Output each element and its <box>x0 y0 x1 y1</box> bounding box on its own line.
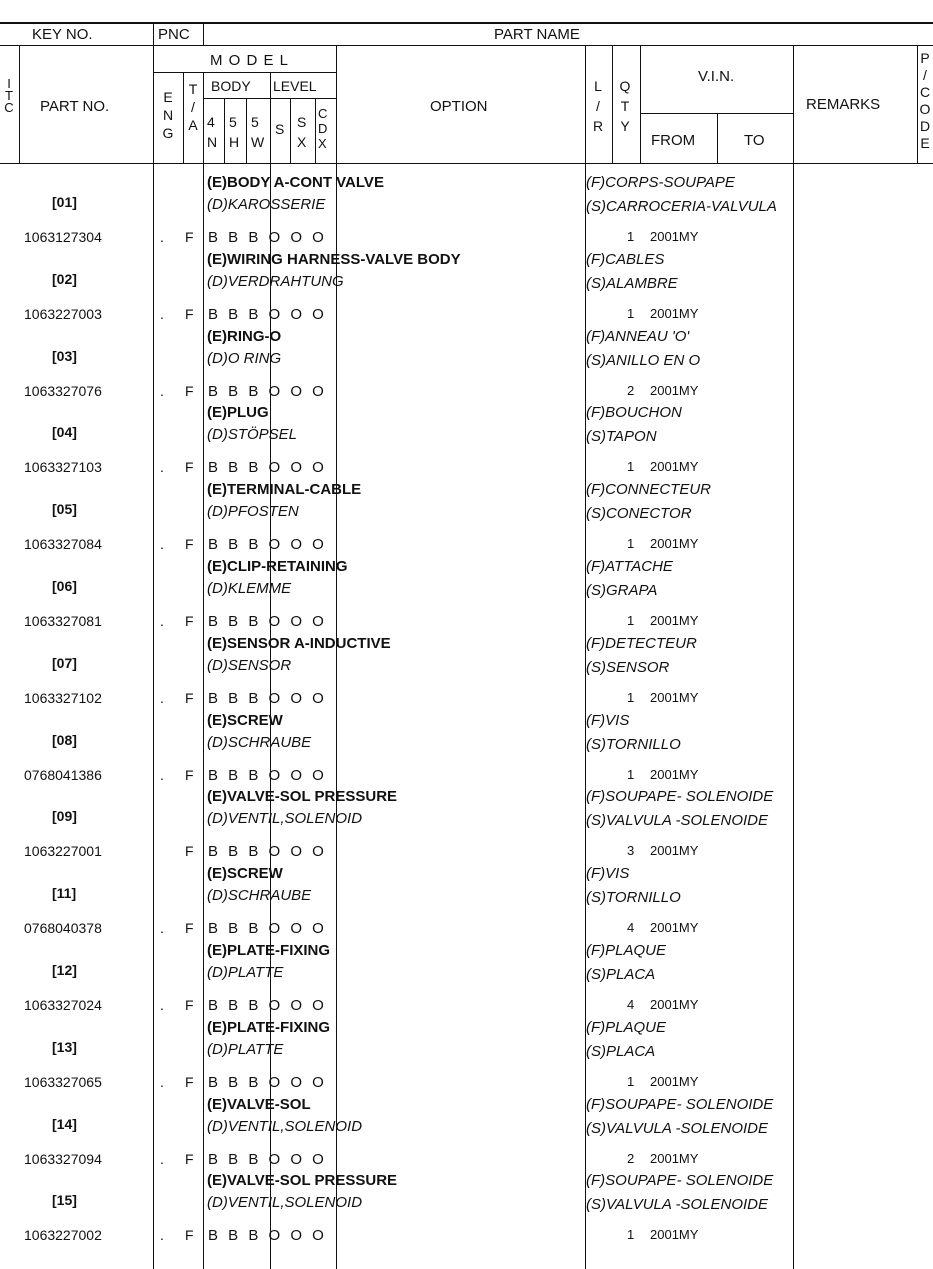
key-number: [14] <box>52 1115 77 1132</box>
part-number: 1063327102 <box>24 689 102 706</box>
body-5w: 5 W <box>251 114 265 150</box>
level-header: LEVEL <box>273 78 317 94</box>
model-codes: B B B O O O <box>208 305 327 323</box>
key-number: [12] <box>52 962 77 978</box>
body-5h: 5 H <box>229 114 240 150</box>
quantity: 3 <box>627 843 635 859</box>
row-dot: . <box>160 1227 164 1244</box>
part-name-german: (D)STÖPSEL <box>207 426 298 444</box>
part-name-english: (E)WIRING HARNESS-VALVE BODY <box>207 250 461 268</box>
part-name-spanish: (S)CONECTOR <box>586 505 692 523</box>
part-name-french: (F)CABLES <box>586 250 665 268</box>
ta-code: F <box>185 997 194 1013</box>
quantity: 1 <box>627 1227 635 1243</box>
key-number: [07] <box>52 654 77 671</box>
part-name-spanish: (S)VALVULA -SOLENOIDE <box>586 1196 769 1214</box>
model-codes: B B B O O O <box>208 459 327 477</box>
vin-from: 2001MY <box>650 459 699 475</box>
ta-code: F <box>185 536 194 553</box>
qty-header: Q T Y <box>619 78 631 134</box>
part-name-french: (F)PLAQUE <box>586 942 667 959</box>
key-number: [04] <box>52 424 77 441</box>
vin-from: 2001MY <box>650 536 699 552</box>
part-name-english: (E)SCREW <box>207 865 283 883</box>
model-codes: B B B O O O <box>208 766 327 784</box>
row-dot: . <box>160 1073 164 1090</box>
part-name-french: (F)ANNEAU 'O' <box>586 327 690 345</box>
eng-header: E N G <box>162 89 174 141</box>
key-number: [06] <box>52 578 77 594</box>
row-dot: . <box>160 997 164 1013</box>
model-codes: B B B O O O <box>208 1227 327 1245</box>
part-number: 1063327024 <box>24 997 102 1013</box>
ta-code: F <box>185 382 194 399</box>
vin-from: 2001MY <box>650 1227 699 1243</box>
part-name-english: (E)BODY A-CONT VALVE <box>207 174 384 191</box>
part-name-english: (E)CLIP-RETAINING <box>207 558 348 575</box>
part-number: 1063327084 <box>24 536 102 553</box>
ta-code: F <box>185 459 194 476</box>
model-codes: B B B O O O <box>208 1073 327 1091</box>
ta-code: F <box>185 1073 194 1090</box>
part-number: 1063327103 <box>24 459 102 476</box>
part-name-french: (F)DETECTEUR <box>586 634 697 652</box>
quantity: 1 <box>627 229 635 244</box>
part-name-german: (D)PLATTE <box>207 1040 284 1058</box>
part-number: 1063327076 <box>24 382 102 399</box>
part-number: 1063327094 <box>24 1150 102 1167</box>
quantity: 1 <box>627 1073 635 1089</box>
level-s: S <box>275 121 285 137</box>
quantity: 1 <box>627 689 635 705</box>
vin-to-header: TO <box>744 132 765 149</box>
part-no-header: PART NO. <box>40 98 110 115</box>
quantity: 1 <box>627 613 635 628</box>
part-name-english: (E)SCREW <box>207 711 283 729</box>
vin-from: 2001MY <box>650 613 699 628</box>
key-number: [03] <box>52 347 77 364</box>
vin-from-header: FROM <box>651 132 696 149</box>
key-no-header: KEY NO. <box>32 26 93 43</box>
row-dot: . <box>160 1150 164 1167</box>
model-codes: B B B O O O <box>208 382 327 400</box>
vin-from: 2001MY <box>650 305 699 321</box>
part-name-spanish: (S)SENSOR <box>586 658 670 676</box>
model-codes: B B B O O O <box>208 1150 327 1168</box>
part-number: 1063227001 <box>24 843 102 860</box>
part-name-spanish: (S)TAPON <box>586 428 657 446</box>
part-name-french: (F)PLAQUE <box>586 1018 667 1036</box>
part-name-header: PART NAME <box>494 26 580 43</box>
model-codes: B B B O O O <box>208 229 327 246</box>
key-number: [05] <box>52 501 77 518</box>
part-name-english: (E)TERMINAL-CABLE <box>207 481 362 499</box>
part-name-spanish: (S)PLACA <box>586 1042 656 1060</box>
pnc-header: PNC <box>158 26 190 43</box>
part-name-english: (E)RING-O <box>207 327 282 345</box>
row-dot: . <box>160 536 164 553</box>
part-number: 0768041386 <box>24 766 102 783</box>
part-name-german: (D)KLEMME <box>207 580 292 597</box>
part-number: 1063227002 <box>24 1227 102 1244</box>
vin-header: V.I.N. <box>698 68 735 85</box>
part-name-english: (E)VALVE-SOL <box>207 1095 311 1113</box>
row-dot: . <box>160 382 164 399</box>
vin-from: 2001MY <box>650 382 699 398</box>
part-name-english: (E)VALVE-SOL PRESSURE <box>207 788 398 806</box>
vin-from: 2001MY <box>650 843 699 859</box>
part-name-french: (F)CORPS-SOUPAPE <box>586 174 735 191</box>
part-name-french: (F)VIS <box>586 865 630 883</box>
part-name-german: (D)PFOSTEN <box>207 503 299 521</box>
row-dot: . <box>160 459 164 476</box>
model-header: M O D E L <box>210 52 290 69</box>
part-name-german: (D)SCHRAUBE <box>207 733 312 751</box>
part-name-spanish: (S)PLACA <box>586 966 656 983</box>
pcode-header: P / C O D E <box>919 50 931 151</box>
part-name-english: (E)VALVE-SOL PRESSURE <box>207 1172 398 1190</box>
part-number: 1063227003 <box>24 305 102 322</box>
quantity: 1 <box>627 536 635 552</box>
part-name-german: (D)SENSOR <box>207 656 292 674</box>
model-codes: B B B O O O <box>208 920 327 938</box>
part-name-spanish: (S)GRAPA <box>586 582 658 599</box>
ta-code: F <box>185 689 194 706</box>
part-name-french: (F)CONNECTEUR <box>586 481 711 499</box>
part-name-english: (E)PLATE-FIXING <box>207 1018 331 1036</box>
ta-code: F <box>185 229 194 245</box>
row-dot: . <box>160 613 164 629</box>
model-codes: B B B O O O <box>208 689 327 707</box>
part-name-german: (D)SCHRAUBE <box>207 887 312 905</box>
part-name-spanish: (S)ALAMBRE <box>586 274 678 292</box>
part-name-french: (F)SOUPAPE- SOLENOIDE <box>586 788 774 806</box>
vin-from: 2001MY <box>650 229 699 244</box>
key-number: [15] <box>52 1192 77 1209</box>
part-name-german: (D)VERDRAHTUNG <box>207 272 344 290</box>
part-name-spanish: (S)VALVULA -SOLENOIDE <box>586 1119 769 1137</box>
ta-code: F <box>185 305 194 322</box>
part-number: 1063327065 <box>24 1073 102 1090</box>
itc-header: I T C <box>4 76 14 115</box>
key-number: [01] <box>52 194 77 210</box>
ta-code: F <box>185 1150 194 1167</box>
part-name-french: (F)BOUCHON <box>586 404 682 422</box>
row-dot: . <box>160 229 164 245</box>
part-name-spanish: (S)TORNILLO <box>586 889 681 907</box>
model-codes: B B B O O O <box>208 843 327 861</box>
part-name-french: (F)SOUPAPE- SOLENOIDE <box>586 1095 774 1113</box>
key-number: [02] <box>52 270 77 287</box>
part-name-german: (D)O RING <box>207 349 282 367</box>
ta-code: F <box>185 843 194 860</box>
part-name-spanish: (S)ANILLO EN O <box>586 351 701 369</box>
part-name-german: (D)VENTIL,SOLENOID <box>207 1117 363 1135</box>
model-codes: B B B O O O <box>208 997 327 1014</box>
row-dot: . <box>160 689 164 706</box>
model-codes: B B B O O O <box>208 536 327 554</box>
part-name-german: (D)VENTIL,SOLENOID <box>207 810 363 828</box>
vin-from: 2001MY <box>650 1150 699 1166</box>
key-number: [08] <box>52 731 77 748</box>
ta-code: F <box>185 1227 194 1244</box>
quantity: 1 <box>627 305 635 321</box>
vin-from: 2001MY <box>650 766 699 782</box>
part-name-english: (E)PLATE-FIXING <box>207 942 331 959</box>
lr-header: L / R <box>592 78 604 134</box>
ta-code: F <box>185 920 194 937</box>
part-name-english: (E)SENSOR A-INDUCTIVE <box>207 634 391 652</box>
part-name-french: (F)SOUPAPE- SOLENOIDE <box>586 1172 774 1190</box>
quantity: 1 <box>627 459 635 475</box>
level-sx: S X <box>297 114 307 150</box>
part-number: 1063127304 <box>24 229 102 245</box>
level-cdx: C D X <box>318 106 328 151</box>
quantity: 4 <box>627 920 635 936</box>
part-name-german: (D)VENTIL,SOLENOID <box>207 1194 363 1212</box>
ta-header: T / A <box>188 81 198 133</box>
row-dot: . <box>160 305 164 322</box>
part-name-spanish: (S)VALVULA -SOLENOIDE <box>586 812 769 830</box>
ta-code: F <box>185 613 194 629</box>
body-header: BODY <box>211 78 251 94</box>
ta-code: F <box>185 766 194 783</box>
quantity: 1 <box>627 766 635 782</box>
quantity: 2 <box>627 1150 635 1166</box>
vin-from: 2001MY <box>650 997 699 1012</box>
option-header: OPTION <box>430 98 488 115</box>
part-number: 0768040378 <box>24 920 102 937</box>
row-dot: . <box>160 766 164 783</box>
body-4n: 4 N <box>207 114 218 150</box>
part-name-french: (F)VIS <box>586 711 630 729</box>
part-name-french: (F)ATTACHE <box>586 558 673 575</box>
quantity: 4 <box>627 997 635 1012</box>
key-number: [09] <box>52 808 77 825</box>
part-name-spanish: (S)CARROCERIA-VALVULA <box>586 198 777 215</box>
remarks-header: REMARKS <box>806 96 881 113</box>
model-codes: B B B O O O <box>208 613 327 630</box>
vin-from: 2001MY <box>650 1073 699 1089</box>
key-number: [13] <box>52 1038 77 1055</box>
part-name-german: (D)KAROSSERIE <box>207 196 326 213</box>
part-number: 1063327081 <box>24 613 102 629</box>
vin-from: 2001MY <box>650 689 699 705</box>
key-number: [11] <box>52 885 77 902</box>
quantity: 2 <box>627 382 635 398</box>
row-dot: . <box>160 920 164 937</box>
part-name-german: (D)PLATTE <box>207 964 284 981</box>
vin-from: 2001MY <box>650 920 699 936</box>
part-name-spanish: (S)TORNILLO <box>586 735 681 753</box>
part-name-english: (E)PLUG <box>207 404 269 422</box>
